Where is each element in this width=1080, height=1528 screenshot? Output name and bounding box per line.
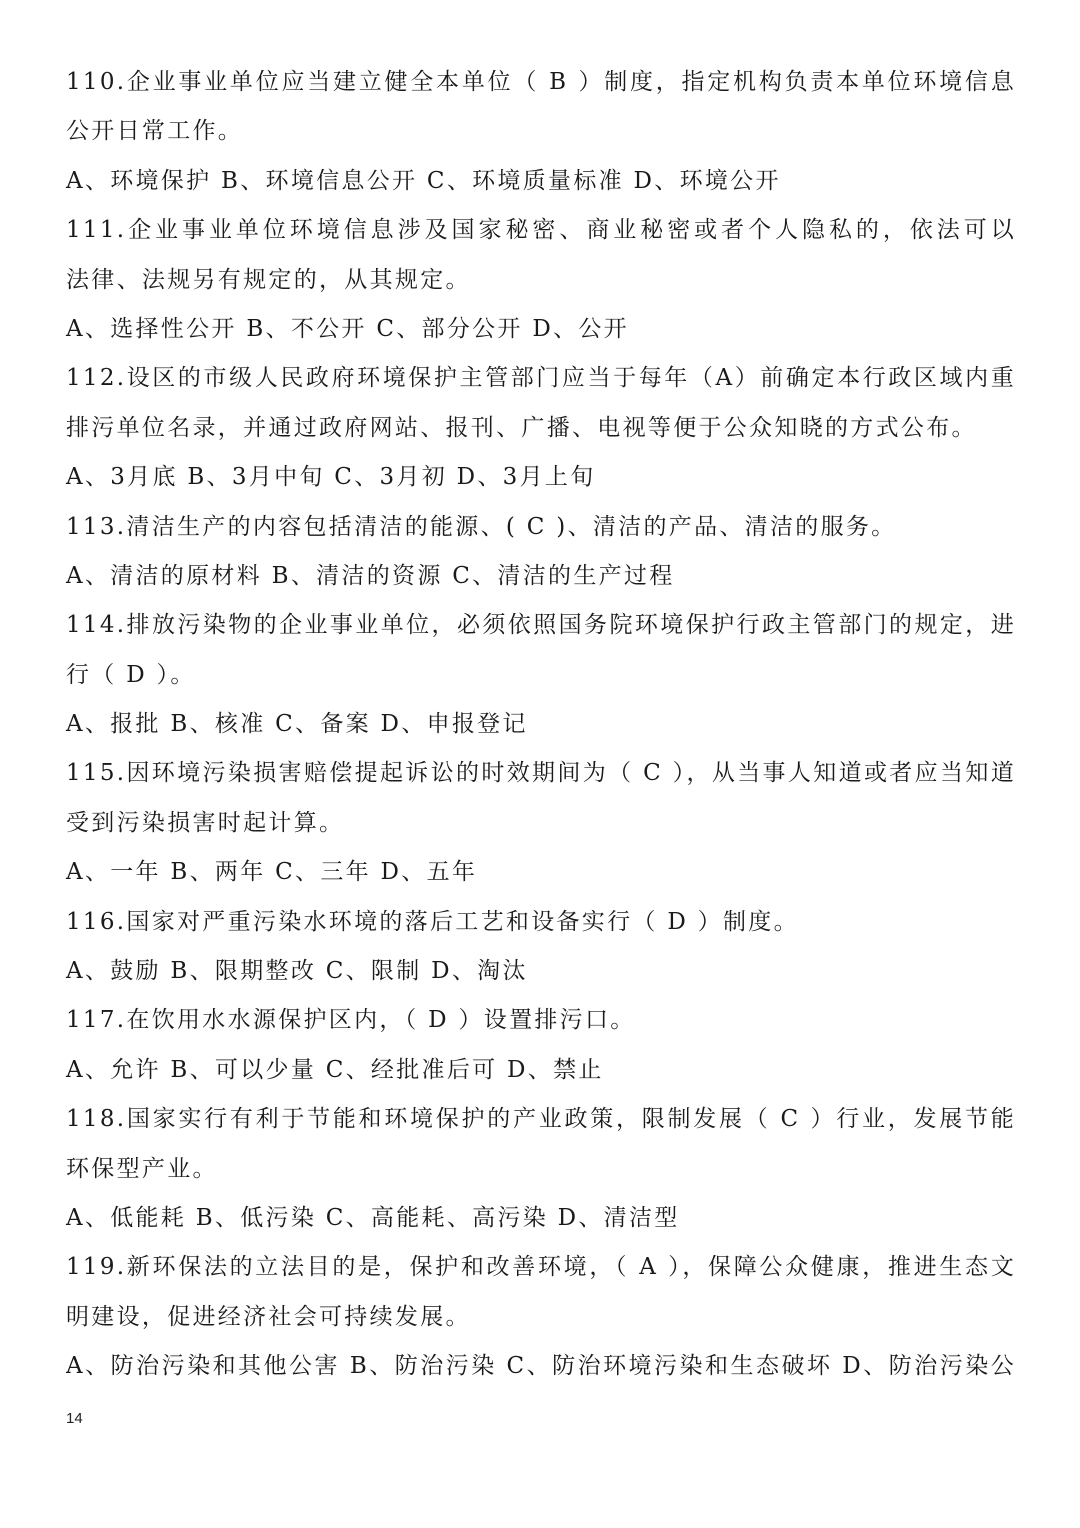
text-line: 111.企业事业单位环境信息涉及国家秘密、商业秘密或者个人隐私的，依法可以 — [66, 217, 1016, 244]
text-line: 受到污染损害时起计算。 — [66, 809, 345, 836]
text-line: A、鼓励 B、限期整改 C、限制 D、淘汰 — [66, 958, 528, 985]
text-line: 116.国家对严重污染水环境的落后工艺和设备实行（ D ）制度。 — [66, 908, 799, 935]
text-line: 110.企业事业单位应当建立健全本单位（ B ）制度，指定机构负责本单位环境信息 — [66, 69, 1016, 95]
document-body — [66, 58, 1016, 1392]
text-line: 112.设区的市级人民政府环境保护主管部门应当于每年（A）前确定本行政区域内重 — [66, 365, 1016, 392]
text-line: A、防治污染和其他公害 B、防治污染 C、防治环境污染和生态破坏 D、防治污染公 — [66, 1353, 1016, 1380]
text-line: 113.清洁生产的内容包括清洁的能源、( C )、清洁的产品、清洁的服务。 — [66, 513, 897, 540]
text-line: 法律、法规另有规定的，从其规定。 — [66, 266, 471, 293]
page-number: 14 — [66, 1410, 83, 1427]
text-line: A、选择性公开 B、不公开 C、部分公开 D、公开 — [66, 315, 629, 342]
text-line: A、低能耗 B、低污染 C、高能耗、高污染 D、清洁型 — [66, 1204, 680, 1231]
text-line: A、允许 B、可以少量 C、经批准后可 D、禁止 — [66, 1056, 604, 1083]
text-line: 排污单位名录，并通过政府网站、报刊、广播、电视等便于公众知晓的方式公布。 — [66, 414, 977, 441]
text-line: A、3月底 B、3月中旬 C、3月初 D、3月上旬 — [66, 464, 596, 491]
text-line: 环保型产业。 — [66, 1155, 218, 1182]
text-line: 115.因环境污染损害赔偿提起诉讼的时效期间为（ C ），从当事人知道或者应当知道 — [66, 760, 1016, 787]
text-line: 明建设，促进经济社会可持续发展。 — [66, 1303, 471, 1330]
text-line: A、清洁的原材料 B、清洁的资源 C、清洁的生产过程 — [66, 562, 675, 589]
text-line: 114.排放污染物的企业事业单位，必须依照国务院环境保护行政主管部门的规定，进 — [66, 612, 1016, 639]
text-line: 公开日常工作。 — [66, 118, 244, 145]
text-line: A、环境保护 B、环境信息公开 C、环境质量标准 D、环境公开 — [66, 167, 781, 194]
text-line: 行（ D ）。 — [66, 661, 196, 688]
text-line: 117.在饮用水水源保护区内，（ D ）设置排污口。 — [66, 1007, 636, 1034]
text-line: 118.国家实行有利于节能和环境保护的产业政策，限制发展（ C ）行业，发展节能 — [66, 1106, 1016, 1133]
text-line: 119.新环保法的立法目的是，保护和改善环境，（ A ），保障公众健康，推进生态文 — [66, 1254, 1016, 1281]
text-line: A、报批 B、核准 C、备案 D、申报登记 — [66, 711, 528, 738]
text-line: A、一年 B、两年 C、三年 D、五年 — [66, 859, 478, 886]
